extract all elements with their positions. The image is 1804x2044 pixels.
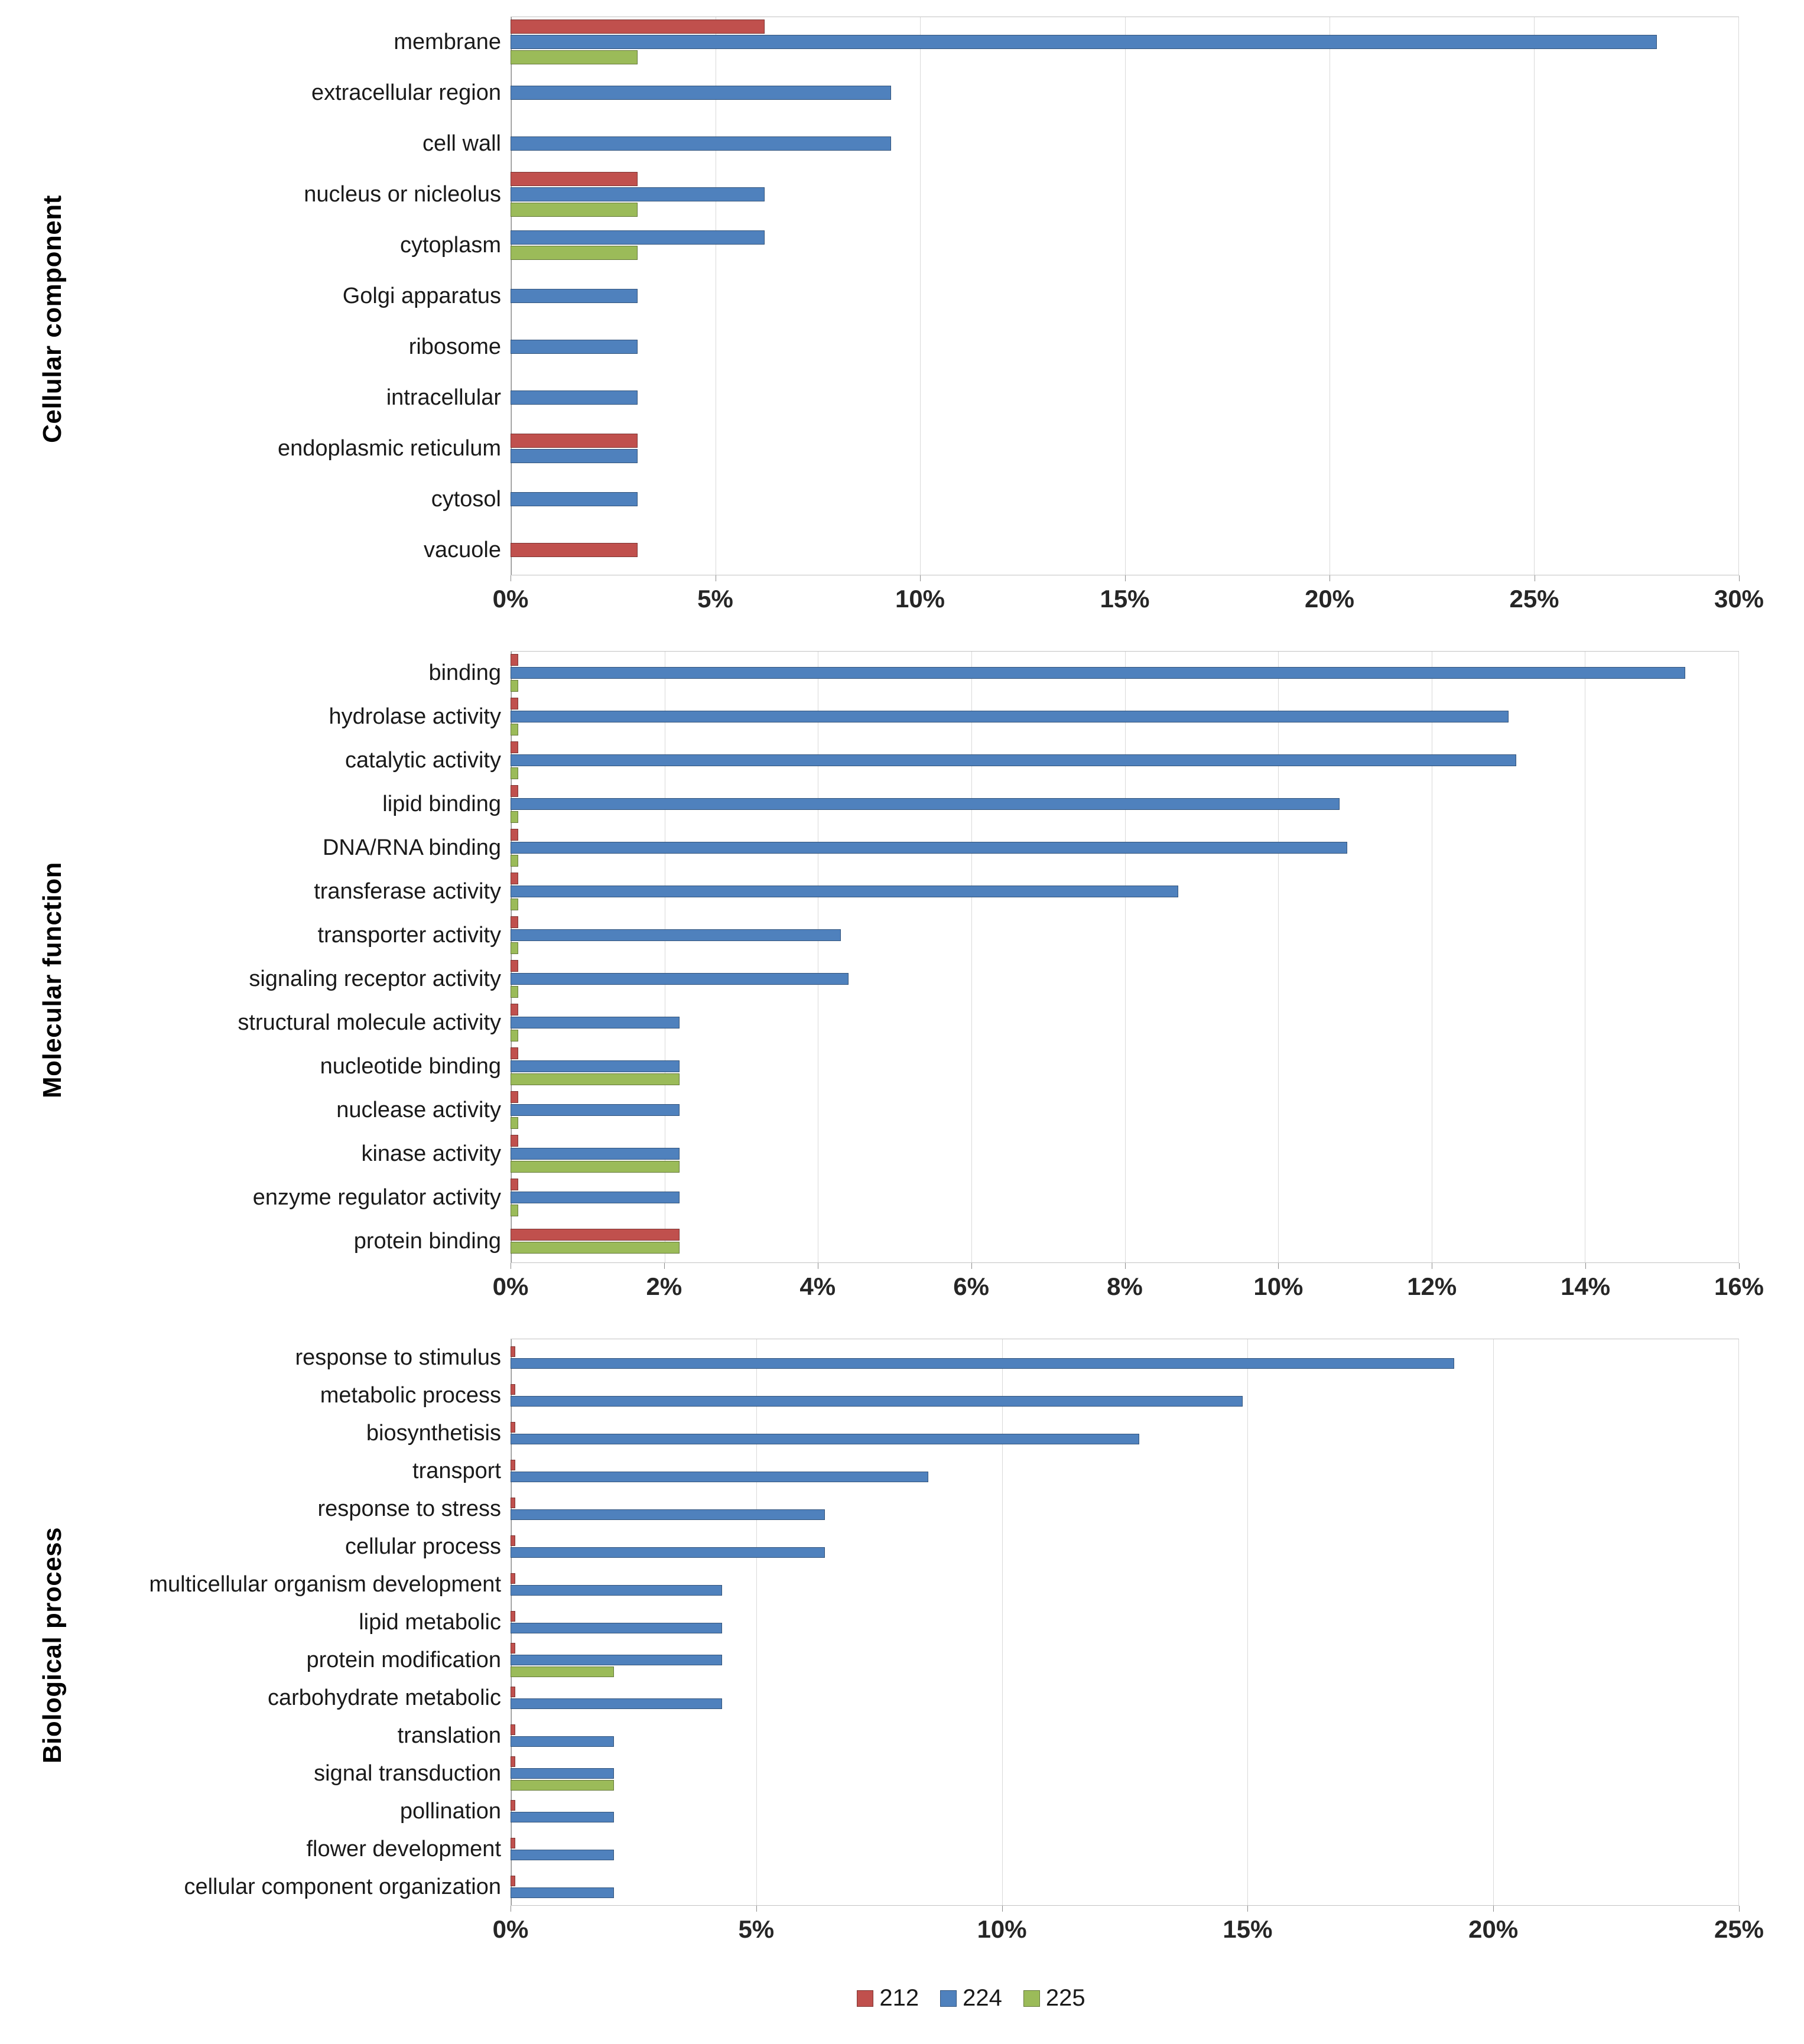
category-row [97, 169, 1739, 220]
bar-group [511, 542, 1739, 558]
bar-series-212 [511, 1724, 515, 1735]
bar-group [511, 1756, 1739, 1791]
x-tick-label: 16% [1714, 1272, 1764, 1300]
category-row [97, 1490, 1739, 1528]
x-axis [492, 575, 1764, 621]
legend [8, 1985, 1739, 2012]
bar-series-225 [511, 811, 518, 823]
bar-series-225 [511, 986, 518, 998]
x-tick-label: 12% [1407, 1272, 1457, 1300]
x-tick-label: 10% [895, 585, 945, 613]
category-label: binding [428, 660, 501, 685]
category-row [97, 1717, 1739, 1755]
category-row [97, 738, 1739, 782]
category-label: protein modification [306, 1647, 501, 1672]
bar-series-224 [511, 929, 841, 941]
bar-series-225 [511, 1030, 518, 1041]
bar-series-212 [511, 873, 518, 884]
bar-series-224 [511, 492, 638, 506]
bar-series-212 [511, 698, 518, 709]
tick-mark [1493, 1906, 1494, 1912]
bar-group [511, 697, 1739, 736]
bar-series-224 [511, 449, 638, 463]
category-label: transferase activity [314, 878, 501, 904]
category-row [97, 1132, 1739, 1176]
bar-series-225 [511, 1073, 680, 1085]
x-axis [492, 1263, 1764, 1309]
category-row [97, 1868, 1739, 1906]
category-row [97, 913, 1739, 957]
bar-series-225 [511, 855, 518, 867]
bar-series-224 [511, 390, 638, 405]
bar-series-212 [511, 1643, 515, 1654]
bar-group [511, 1346, 1739, 1369]
x-tick-label: 15% [1100, 585, 1150, 613]
bar-series-212 [511, 1756, 515, 1767]
category-label: flower development [306, 1836, 501, 1861]
bar-series-224 [511, 1509, 825, 1520]
y-axis-title: Cellular component [38, 195, 67, 443]
bar-group [511, 1724, 1739, 1747]
legend-item-225 [1023, 1985, 1085, 2012]
bar-group [511, 492, 1739, 507]
category-label: carbohydrate metabolic [268, 1685, 501, 1710]
bar-group [511, 288, 1739, 304]
bar-series-225 [511, 1667, 614, 1677]
category-label: cell wall [422, 131, 501, 156]
bar-series-212 [511, 1460, 515, 1470]
bar-group [511, 1047, 1739, 1086]
category-row [97, 1565, 1739, 1603]
bar-series-224 [511, 667, 1685, 679]
plot-area [97, 17, 1764, 621]
bar-series-212 [511, 654, 518, 666]
bar-series-224 [511, 711, 1509, 722]
bar-series-212 [511, 741, 518, 753]
legend-swatch-green [1023, 1990, 1040, 2007]
x-tick-label: 15% [1223, 1915, 1273, 1943]
bar-series-224 [511, 1623, 722, 1633]
bar-series-225 [511, 1117, 518, 1129]
bar-series-212 [511, 1498, 515, 1508]
legend-label: 225 [1045, 1985, 1085, 2011]
bar-group [511, 828, 1739, 867]
category-row [97, 321, 1739, 372]
bar-series-212 [511, 434, 638, 448]
bar-rows [97, 17, 1739, 575]
category-label: biosynthetisis [366, 1420, 501, 1446]
category-label: multicellular organism development [149, 1571, 501, 1597]
bar-series-224 [511, 842, 1347, 854]
category-row [97, 782, 1739, 826]
category-label: vacuole [424, 537, 501, 562]
y-axis-title-wrap [8, 17, 97, 621]
bar-series-225 [511, 203, 638, 217]
category-label: cytoplasm [399, 232, 501, 258]
bar-series-212 [511, 1535, 515, 1546]
tick-mark [1247, 1906, 1248, 1912]
bar-series-224 [511, 1768, 614, 1779]
category-row [97, 1641, 1739, 1679]
x-tick-label: 5% [697, 585, 733, 613]
bar-series-212 [511, 543, 638, 557]
bar-series-225 [511, 767, 518, 779]
y-axis-title: Biological process [38, 1527, 67, 1764]
category-row [97, 826, 1739, 870]
bar-series-212 [511, 1687, 515, 1697]
bar-series-212 [511, 1800, 515, 1811]
x-tick-label: 10% [977, 1915, 1027, 1943]
category-row [97, 271, 1739, 321]
tick-mark [1739, 1263, 1740, 1269]
x-tick-label: 10% [1253, 1272, 1304, 1300]
bar-series-225 [511, 680, 518, 692]
category-label: nucleotide binding [320, 1053, 501, 1079]
x-tick-label: 4% [799, 1272, 836, 1300]
category-row [97, 1830, 1739, 1868]
category-label: kinase activity [361, 1141, 501, 1166]
category-label: Golgi apparatus [342, 283, 501, 308]
x-tick-label: 14% [1561, 1272, 1611, 1300]
tick-mark [971, 1263, 972, 1269]
category-label: catalytic activity [345, 747, 501, 773]
category-row [97, 1376, 1739, 1414]
bar-series-224 [511, 340, 638, 354]
bar-series-224 [511, 1736, 614, 1747]
bar-group [511, 433, 1739, 464]
bar-series-225 [511, 246, 638, 260]
bar-series-224 [511, 1148, 680, 1160]
tick-mark [1585, 1263, 1586, 1269]
legend-label: 224 [963, 1985, 1002, 2011]
bar-rows [97, 1339, 1739, 1906]
bar-group [511, 1573, 1739, 1596]
bar-series-225 [511, 724, 518, 735]
bar-series-212 [511, 1135, 518, 1147]
bar-series-225 [511, 1780, 614, 1791]
bar-series-212 [511, 916, 518, 928]
category-row [97, 220, 1739, 271]
bar-group [511, 339, 1739, 354]
category-label: response to stimulus [295, 1345, 501, 1370]
bar-series-212 [511, 960, 518, 972]
category-label: protein binding [353, 1228, 501, 1254]
bar-group [511, 1497, 1739, 1521]
category-label: ribosome [408, 334, 501, 359]
bar-series-224 [511, 1698, 722, 1709]
category-row [97, 870, 1739, 913]
x-tick-label: 20% [1468, 1915, 1519, 1943]
bar-group [511, 1535, 1739, 1558]
bar-series-212 [511, 1838, 515, 1848]
bar-series-224 [511, 973, 849, 985]
category-row [97, 474, 1739, 525]
bar-series-212 [511, 785, 518, 797]
chart-panel-biological-process [8, 1339, 1764, 1952]
x-tick-label: 8% [1107, 1272, 1143, 1300]
bar-series-212 [511, 1047, 518, 1059]
category-row [97, 1044, 1739, 1088]
category-row [97, 67, 1739, 118]
bar-group [511, 916, 1739, 955]
y-axis-title: Molecular function [38, 861, 67, 1099]
tick-mark [1125, 575, 1126, 581]
bar-series-224 [511, 1060, 680, 1072]
bar-group [511, 1228, 1739, 1254]
bar-series-224 [511, 1850, 614, 1860]
x-tick-label: 25% [1714, 1915, 1764, 1943]
category-row [97, 118, 1739, 169]
bar-group [511, 1134, 1739, 1173]
bar-series-212 [511, 1229, 680, 1241]
category-label: nucleus or nicleolus [304, 181, 501, 207]
bar-group [511, 959, 1739, 998]
x-tick-label: 25% [1509, 585, 1559, 613]
tick-mark [1002, 1906, 1003, 1912]
category-row [97, 1414, 1739, 1452]
x-tick-label: 20% [1304, 585, 1355, 613]
category-label: cellular process [345, 1534, 501, 1559]
bar-series-224 [511, 1192, 680, 1203]
tick-mark [756, 1906, 757, 1912]
tick-mark [1278, 1263, 1279, 1269]
bar-series-224 [511, 1655, 722, 1665]
category-row [97, 17, 1739, 67]
bar-group [511, 1384, 1739, 1407]
bar-series-224 [511, 1585, 722, 1596]
bar-group [511, 1610, 1739, 1634]
x-tick-label: 0% [492, 585, 529, 613]
bar-series-212 [511, 1876, 515, 1886]
bar-series-224 [511, 1396, 1243, 1407]
category-label: membrane [394, 29, 501, 54]
tick-mark [1125, 1263, 1126, 1269]
bar-series-212 [511, 829, 518, 841]
bar-group [511, 1875, 1739, 1899]
bar-series-224 [511, 1358, 1454, 1369]
category-row [97, 1679, 1739, 1717]
category-row [97, 423, 1739, 474]
bar-group [511, 1837, 1739, 1861]
tick-mark [1739, 575, 1740, 581]
category-label: nuclease activity [336, 1097, 501, 1122]
bar-group [511, 230, 1739, 261]
category-label: transporter activity [317, 922, 501, 948]
bar-series-224 [511, 1472, 928, 1482]
category-row [97, 1339, 1739, 1376]
category-row [97, 957, 1739, 1001]
bar-group [511, 85, 1739, 100]
bar-group [511, 741, 1739, 780]
tick-mark [1739, 1906, 1740, 1912]
category-label: transport [412, 1458, 501, 1483]
category-row [97, 651, 1739, 695]
bar-group [511, 1091, 1739, 1130]
category-label: signal transduction [314, 1760, 501, 1786]
category-row [97, 1088, 1739, 1132]
x-tick-label: 5% [738, 1915, 775, 1943]
bar-group [511, 1003, 1739, 1042]
category-row [97, 1219, 1739, 1263]
category-label: translation [397, 1723, 501, 1748]
category-label: structural molecule activity [238, 1010, 501, 1035]
legend-item-212 [857, 1985, 919, 2012]
bar-series-212 [511, 1004, 518, 1016]
category-label: signaling receptor activity [249, 966, 501, 991]
category-row [97, 525, 1739, 575]
chart-panel-molecular-function [8, 651, 1764, 1309]
bar-series-225 [511, 1242, 680, 1254]
bar-series-224 [511, 1547, 825, 1558]
bar-series-224 [511, 1887, 614, 1898]
bar-group [511, 390, 1739, 405]
bar-series-224 [511, 754, 1516, 766]
bar-series-224 [511, 289, 638, 303]
x-tick-label: 2% [646, 1272, 682, 1300]
bar-series-225 [511, 1205, 518, 1216]
bar-series-212 [511, 1091, 518, 1103]
category-row [97, 1792, 1739, 1830]
category-row [97, 695, 1739, 738]
bar-series-212 [511, 1422, 515, 1433]
bar-series-224 [511, 798, 1340, 810]
chart-panel-cellular-component [8, 17, 1764, 621]
bar-series-224 [511, 86, 891, 100]
category-row [97, 1001, 1739, 1044]
x-tick-label: 30% [1714, 585, 1764, 613]
category-row [97, 1755, 1739, 1792]
y-axis-title-wrap [8, 1339, 97, 1952]
bar-group [511, 1799, 1739, 1823]
category-row [97, 372, 1739, 423]
legend-label: 212 [879, 1985, 919, 2011]
category-row [97, 1176, 1739, 1219]
bar-series-212 [511, 1179, 518, 1190]
bar-series-212 [511, 1611, 515, 1622]
category-label: extracellular region [311, 80, 501, 105]
bar-series-224 [511, 1434, 1139, 1444]
bar-series-224 [511, 1812, 614, 1822]
category-label: metabolic process [320, 1382, 501, 1408]
bar-group [511, 1686, 1739, 1710]
bar-series-225 [511, 50, 638, 64]
category-label: intracellular [386, 385, 501, 410]
bar-series-224 [511, 1017, 680, 1028]
bar-group [511, 1459, 1739, 1483]
category-label: cytosol [431, 486, 501, 512]
plot-area [97, 1339, 1764, 1952]
x-axis [492, 1906, 1764, 1952]
bar-group [511, 653, 1739, 692]
category-label: response to stress [317, 1496, 501, 1521]
bar-group [511, 136, 1739, 151]
legend-swatch-blue [940, 1990, 957, 2007]
bar-series-224 [511, 136, 891, 151]
x-tick-label: 0% [492, 1915, 529, 1943]
bar-group [511, 19, 1739, 65]
legend-swatch-red [857, 1990, 873, 2007]
x-tick-label: 0% [492, 1272, 529, 1300]
category-label: cellular component organization [184, 1874, 501, 1899]
bar-series-224 [511, 35, 1657, 49]
bar-rows [97, 651, 1739, 1263]
x-tick-label: 6% [953, 1272, 989, 1300]
category-label: pollination [399, 1798, 501, 1824]
category-label: lipid metabolic [359, 1609, 501, 1635]
bar-series-225 [511, 899, 518, 910]
bar-series-224 [511, 1104, 680, 1116]
bar-group [511, 1421, 1739, 1445]
bar-group [511, 1642, 1739, 1678]
bar-group [511, 872, 1739, 911]
bar-group [511, 1178, 1739, 1217]
bar-group [511, 171, 1739, 217]
bar-series-212 [511, 1384, 515, 1395]
category-label: lipid binding [382, 791, 501, 816]
category-label: hydrolase activity [329, 704, 501, 729]
bar-series-212 [511, 1346, 515, 1357]
bar-group [511, 785, 1739, 824]
category-label: DNA/RNA binding [322, 835, 501, 860]
bar-series-225 [511, 1161, 680, 1173]
bar-series-224 [511, 886, 1178, 897]
tick-mark [664, 1263, 665, 1269]
tick-mark [920, 575, 921, 581]
category-row [97, 1603, 1739, 1641]
bar-series-224 [511, 187, 765, 201]
bar-series-224 [511, 230, 765, 245]
category-row [97, 1452, 1739, 1490]
legend-item-224 [940, 1985, 1002, 2012]
category-row [97, 1528, 1739, 1565]
bar-series-225 [511, 942, 518, 954]
bar-series-212 [511, 172, 638, 186]
category-label: endoplasmic reticulum [277, 435, 501, 461]
category-label: enzyme regulator activity [252, 1184, 501, 1210]
y-axis-title-wrap [8, 651, 97, 1309]
bar-series-212 [511, 19, 765, 34]
plot-area [97, 651, 1764, 1309]
bar-series-212 [511, 1573, 515, 1584]
